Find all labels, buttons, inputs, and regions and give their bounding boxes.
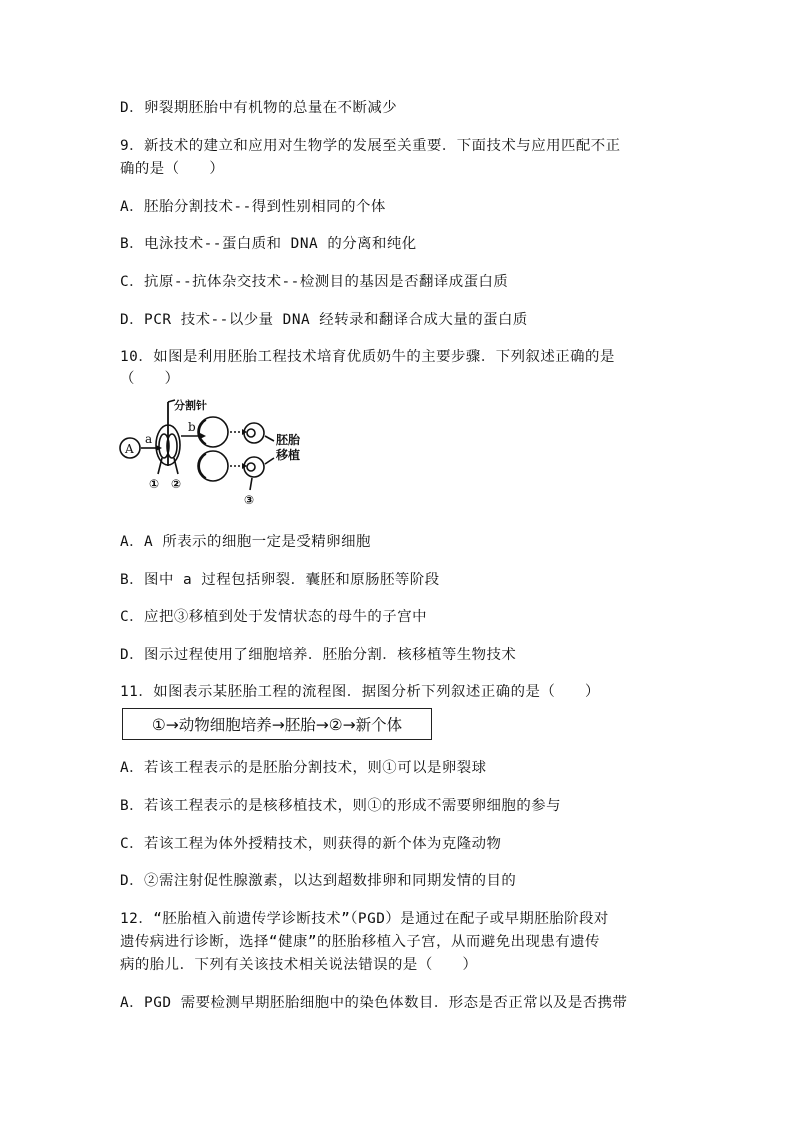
blastocyst-bottom [198, 451, 228, 481]
label-transfer: 移植 [276, 448, 301, 462]
q10-stem-line-2: （ ） [120, 371, 180, 387]
q12-stem-line-2: 遗传病进行诊断，选择“健康”的胚胎移植入子宫，从而避免出现患有遗传 [120, 934, 600, 950]
label-splitting-needle: 分割针 [174, 399, 207, 412]
label-b: b [188, 420, 196, 434]
q9-option-c: C．抗原--抗体杂交技术--检测目的基因是否翻译成蛋白质 [120, 274, 509, 290]
q11-option-a: A．若该工程表示的是胚胎分割技术，则①可以是卵裂球 [120, 760, 487, 776]
blastocyst-top [198, 417, 228, 447]
q12-stem-line-1: 12．“胚胎植入前遗传学诊断技术”（PGD）是通过在配子或早期胚胎阶段对 [120, 911, 609, 927]
q11-flowchart-box [122, 708, 432, 740]
embryo-splitting-diagram [118, 396, 318, 516]
label-embryo: 胚胎 [276, 433, 301, 447]
q9-option-b: B．电泳技术--蛋白质和 DNA 的分离和纯化 [120, 236, 417, 252]
q10-option-b: B．图中 a 过程包括卵裂．囊胚和原肠胚等阶段 [120, 572, 440, 588]
q11-option-d: D．②需注射促性腺激素，以达到超数排卵和同期发情的目的 [120, 873, 517, 889]
q11-option-b: B．若该工程表示的是核移植技术，则①的形成不需要卵细胞的参与 [120, 798, 561, 814]
q10-option-c: C．应把③移植到处于发情状态的母牛的子宫中 [120, 609, 427, 625]
label-circled-2: ② [171, 477, 182, 491]
q9-option-d: D．PCR 技术--以少量 DNA 经转录和翻译合成大量的蛋白质 [120, 312, 528, 328]
q9-stem-line-2: 确的是（ ） [120, 161, 225, 177]
label-a: a [145, 432, 153, 446]
q9-option-a: A．胚胎分割技术--得到性别相同的个体 [120, 199, 386, 215]
label-A: A [125, 442, 134, 456]
label-circled-3: ③ [244, 493, 255, 507]
q10-option-d: D．图示过程使用了细胞培养．胚胎分割．核移植等生物技术 [120, 647, 517, 663]
q10-option-a: A．A 所表示的细胞一定是受精卵细胞 [120, 534, 371, 550]
q10-stem-line-1: 10．如图是利用胚胎工程技术培育优质奶牛的主要步骤．下列叙述正确的是 [120, 349, 615, 365]
q8-option-d: D．卵裂期胚胎中有机物的总量在不断减少 [120, 100, 398, 116]
q12-stem-line-3: 病的胎儿．下列有关该技术相关说法错误的是（ ） [120, 957, 478, 973]
label-circled-1: ① [149, 477, 160, 491]
q11-flowchart-text: ①→动物细胞培养→胚胎→②→新个体 [151, 716, 403, 734]
q11-stem: 11．如图表示某胚胎工程的流程图．据图分析下列叙述正确的是（ ） [120, 684, 600, 700]
q9-stem-line-1: 9．新技术的建立和应用对生物学的发展至关重要．下面技术与应用匹配不正 [120, 138, 621, 154]
q12-option-a: A．PGD 需要检测早期胚胎细胞中的染色体数目．形态是否正常以及是否携带 [120, 995, 628, 1011]
q11-option-c: C．若该工程为体外授精技术，则获得的新个体为克隆动物 [120, 836, 502, 852]
